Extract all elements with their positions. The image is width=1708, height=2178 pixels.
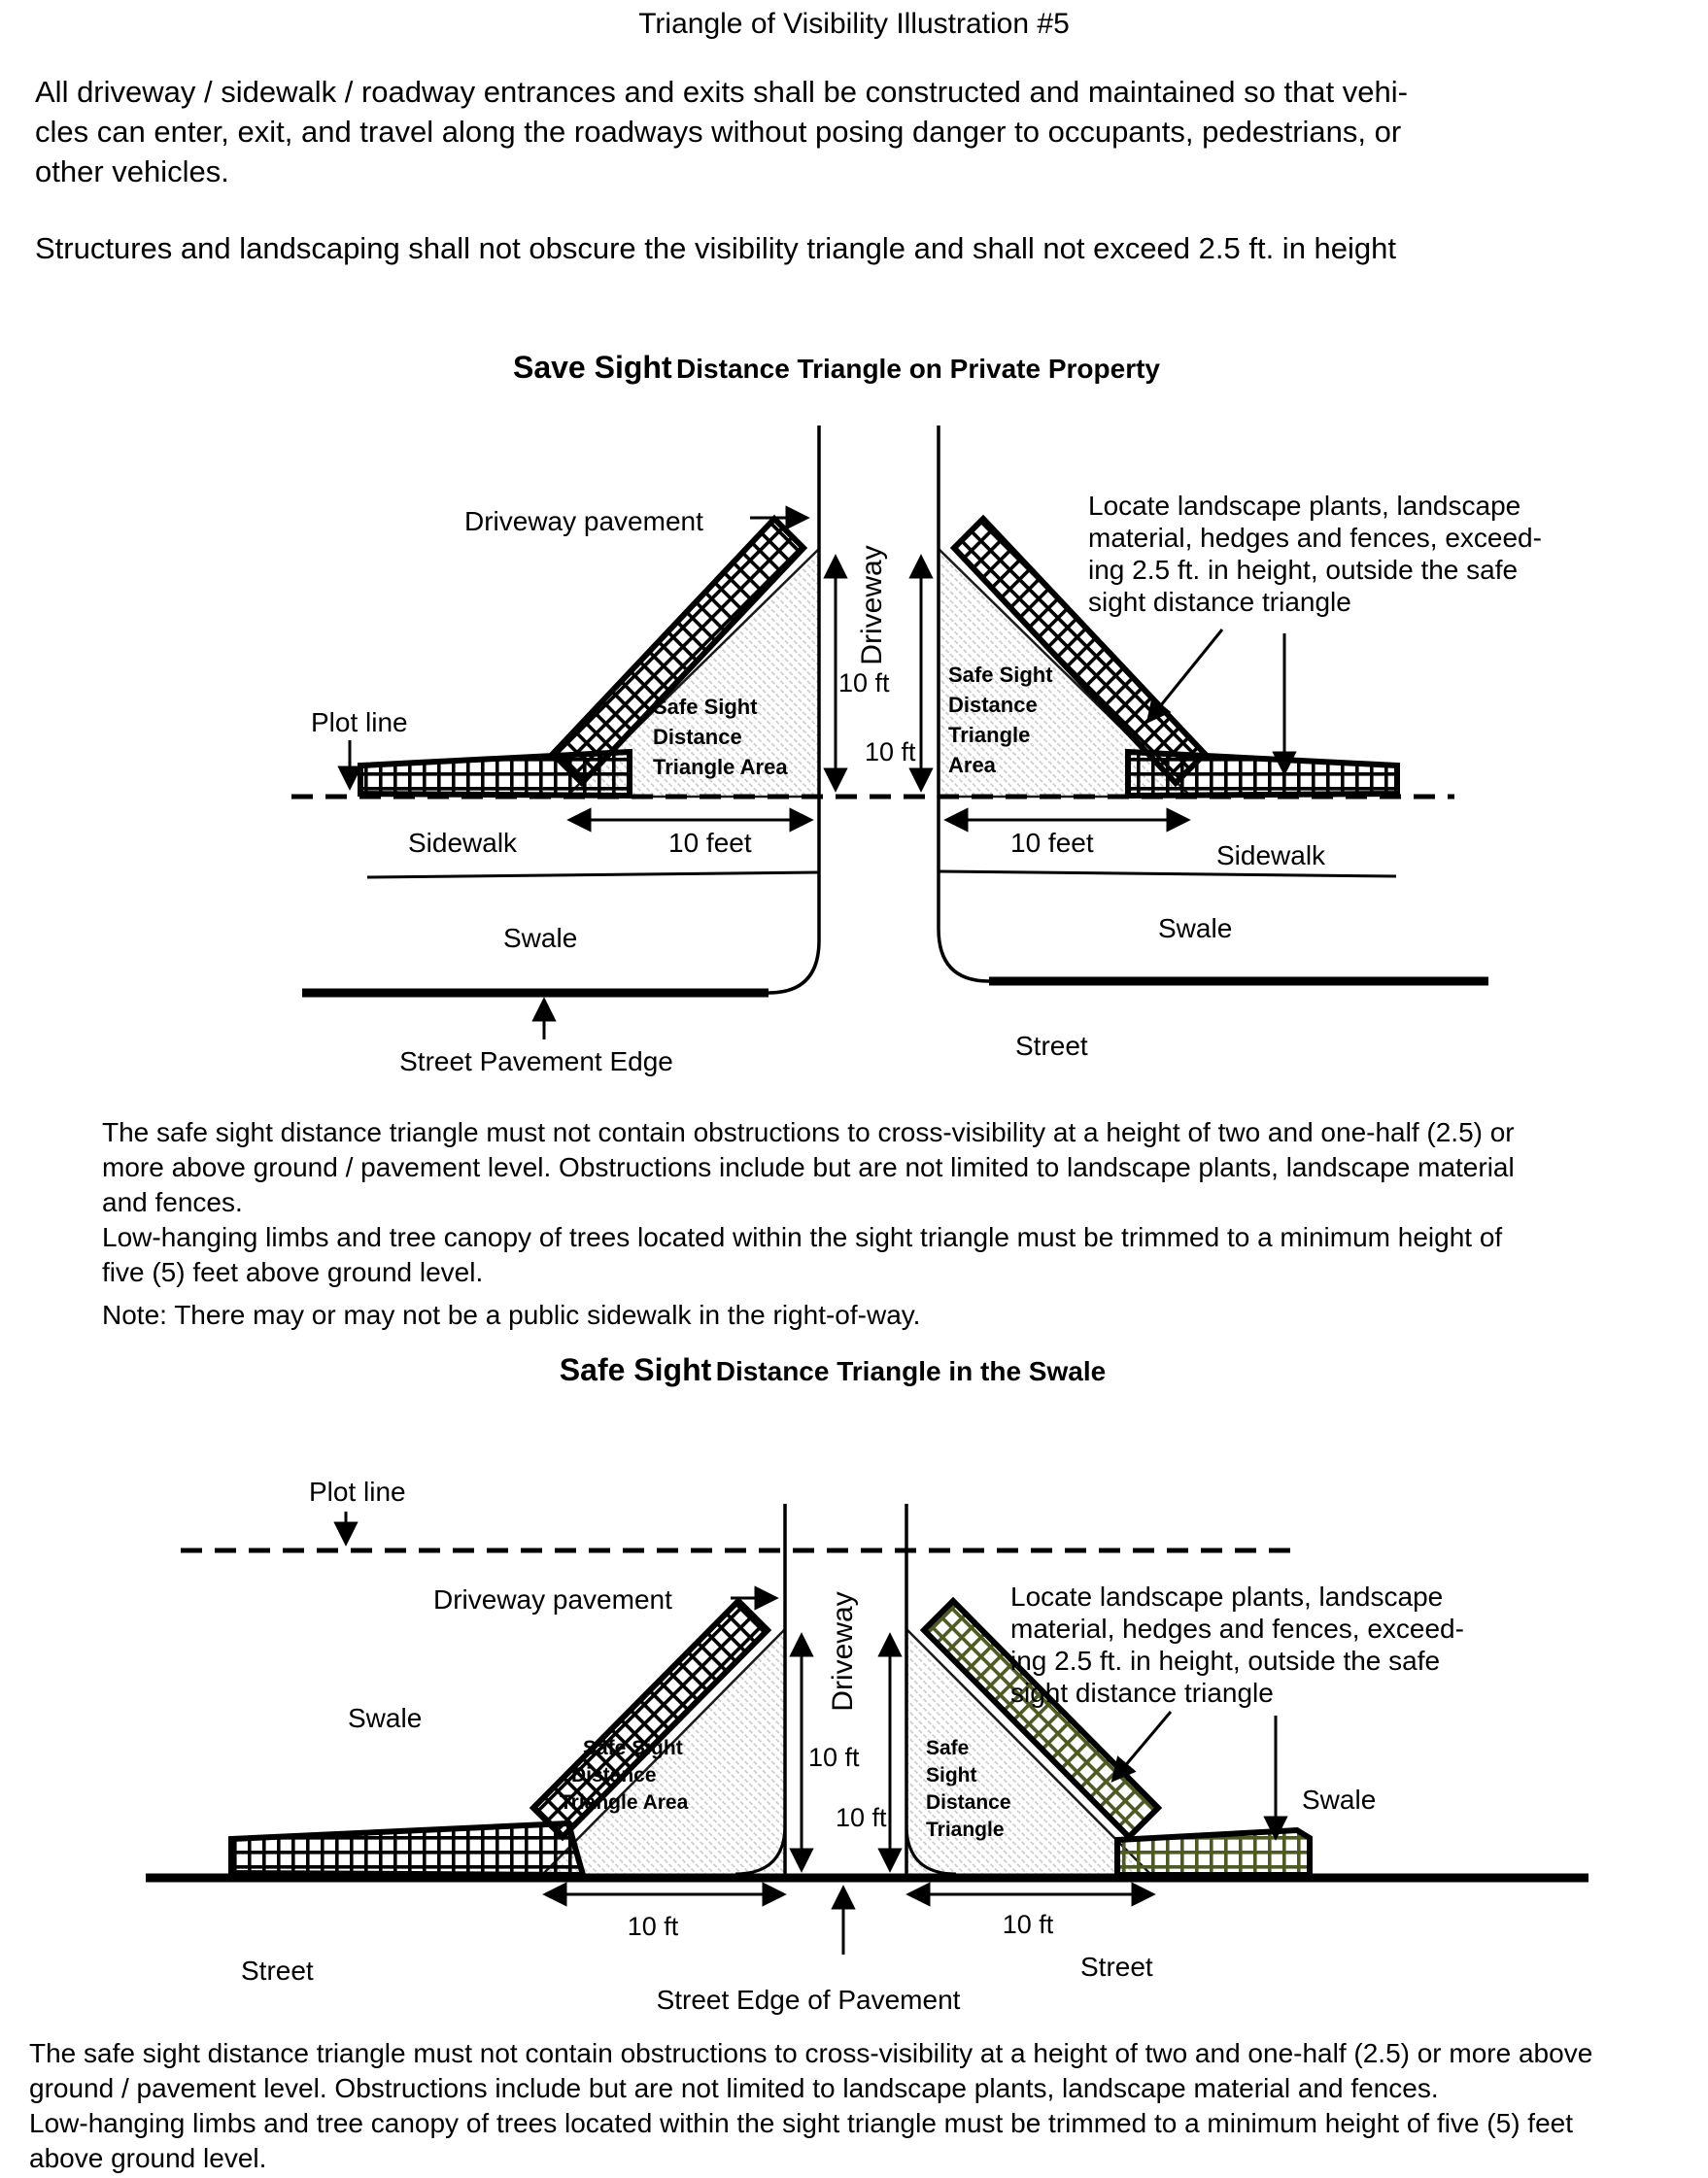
- intro-line: cles can enter, exit, and travel along the roadways without posing danger to occupants, pedestrians, or: [35, 115, 1402, 149]
- diagram1-heading-rest: Distance Triangle on Private Property: [676, 354, 1160, 384]
- bottom-line: Low-hanging limbs and tree canopy of trees located within the sight triangle must be trimmed to a minimum height of five (5) feet: [29, 2108, 1574, 2138]
- label-driveway-pavement: Driveway pavement: [464, 506, 703, 536]
- mid-line: The safe sight distance triangle must not contain obstructions to cross-visibility at a height of two and one-half (2.5) or: [102, 1117, 1515, 1147]
- label-10ft-a: 10 ft: [838, 668, 890, 698]
- label-tri-right-1: Safe Sight: [948, 663, 1053, 687]
- label-10ft-bottom-left: 10 ft: [627, 1912, 679, 1941]
- label-10ft-b-2: 10 ft: [836, 1803, 887, 1832]
- annotation2-line-3: ing 2.5 ft. in height, outside the safe: [1010, 1646, 1441, 1676]
- diagram2-heading-rest: Distance Triangle in the Swale: [715, 1356, 1107, 1386]
- hedge-bar-left: [360, 752, 630, 796]
- hedge-bar-right-2: [1117, 1830, 1310, 1875]
- note-paragraph: Note: There may or may not be a public sidewalk in the right-of-way.: [102, 1300, 921, 1330]
- label-tri-right-4: Area: [948, 753, 996, 777]
- label-10ft-b: 10 ft: [865, 737, 916, 766]
- arrow-annotation-diagonal: [1148, 630, 1222, 721]
- label-driveway-2: Driveway: [827, 1591, 859, 1712]
- mid-line: more above ground / pavement level. Obstructions include but are not limited to landscape plants, landscape material: [102, 1152, 1515, 1182]
- label-street-pavement-edge: Street Pavement Edge: [399, 1046, 673, 1076]
- label-tri-right2-3: Distance: [926, 1791, 1011, 1814]
- annotation2-line-4: sight distance triangle: [1010, 1678, 1274, 1708]
- rule-paragraph: Structures and landscaping shall not obscure the visibility triangle and shall not exceed 2.5 ft. in height: [35, 231, 1397, 265]
- mid-line: and fences.: [102, 1187, 243, 1217]
- label-driveway-pavement-2: Driveway pavement: [433, 1584, 672, 1615]
- label-tri-left-1: Safe Sight: [653, 695, 758, 719]
- bottom-line: ground / pavement level. Obstructions include but are not limited to landscape plants, landscape material and fences.: [29, 2073, 1439, 2103]
- bottom-line: above ground level.: [29, 2143, 267, 2173]
- diagram2-heading: [0, 1352, 1687, 1388]
- label-10ft-bottom-right: 10 ft: [1002, 1910, 1054, 1939]
- annotation2-line-1: Locate landscape plants, landscape: [1010, 1582, 1444, 1612]
- label-10ft-a-2: 10 ft: [808, 1743, 860, 1772]
- annotation-line-1: Locate landscape plants, landscape: [1088, 491, 1521, 521]
- label-tri-left2-2: Distance: [571, 1764, 657, 1787]
- label-street-right-2: Street: [1080, 1952, 1153, 1982]
- annotation-line-3: ing 2.5 ft. in height, outside the safe: [1088, 555, 1519, 585]
- label-plot-line: Plot line: [311, 707, 408, 737]
- label-tri-right-2: Distance: [948, 693, 1038, 717]
- label-10feet-left: 10 feet: [668, 828, 752, 858]
- label-10feet-right: 10 feet: [1010, 828, 1094, 858]
- intro-paragraph: [35, 72, 1408, 191]
- label-swale-left: Swale: [503, 923, 578, 953]
- diagram-2: [146, 1477, 1588, 2015]
- sidewalk-line-left: [367, 872, 819, 877]
- page-title: Triangle of Visibility Illustration #5: [638, 8, 1070, 40]
- sidewalk-line-right: [939, 871, 1396, 876]
- label-driveway: Driveway: [856, 545, 888, 665]
- label-tri-right2-2: Sight: [926, 1764, 977, 1787]
- label-tri-right-3: Triangle: [948, 723, 1031, 747]
- label-swale-right: Swale: [1158, 913, 1233, 943]
- mid-line: Low-hanging limbs and tree canopy of trees located within the sight triangle must be trimmed to a minimum height of: [102, 1222, 1503, 1252]
- annotation2-line-2: material, hedges and fences, exceed-: [1010, 1614, 1464, 1644]
- label-sidewalk-left: Sidewalk: [408, 828, 518, 858]
- diagram1-heading: [0, 350, 1691, 386]
- mid-line: five (5) feet above ground level.: [102, 1257, 484, 1287]
- label-tri-left-3: Triangle Area: [653, 755, 788, 779]
- label-sidewalk-right: Sidewalk: [1216, 840, 1326, 870]
- intro-line: other vehicles.: [35, 154, 229, 188]
- bottom-line: The safe sight distance triangle must not contain obstructions to cross-visibility at a height of two and one-half (2.5) or more above: [29, 2038, 1593, 2068]
- annotation-line-2: material, hedges and fences, exceed-: [1088, 523, 1542, 553]
- hedge-bar-left-2: [231, 1823, 583, 1875]
- arrow-annotation-diagonal-2: [1113, 1712, 1171, 1780]
- label-tri-left-2: Distance: [653, 725, 742, 749]
- label-swale-right-2: Swale: [1302, 1785, 1377, 1815]
- diagram1-heading-main: Save Sight: [512, 350, 672, 385]
- label-tri-left2-3: Triangle Area: [560, 1791, 689, 1814]
- label-swale-left-2: Swale: [348, 1703, 423, 1733]
- intro-line: All driveway / sidewalk / roadway entrances and exits shall be constructed and maintained so that vehi-: [35, 75, 1408, 109]
- label-street-left-2: Street: [241, 1956, 314, 1986]
- bottom-paragraph: [29, 2036, 1592, 2176]
- mid-paragraph: [102, 1115, 1515, 1290]
- label-tri-right2-4: Triangle: [926, 1819, 1005, 1841]
- label-street-edge-of-pavement: Street Edge of Pavement: [656, 1985, 961, 2015]
- diagram2-heading-main: Safe Sight: [559, 1352, 712, 1387]
- label-street-right: Street: [1015, 1031, 1088, 1061]
- diagram-1: [291, 425, 1542, 1076]
- label-plot-line-2: Plot line: [309, 1477, 406, 1507]
- hedge-bar-right: [1128, 752, 1397, 796]
- label-tri-right2-1: Safe: [926, 1737, 970, 1759]
- annotation-line-4: sight distance triangle: [1088, 587, 1351, 617]
- label-tri-left2-1: Safe Sight: [583, 1737, 683, 1759]
